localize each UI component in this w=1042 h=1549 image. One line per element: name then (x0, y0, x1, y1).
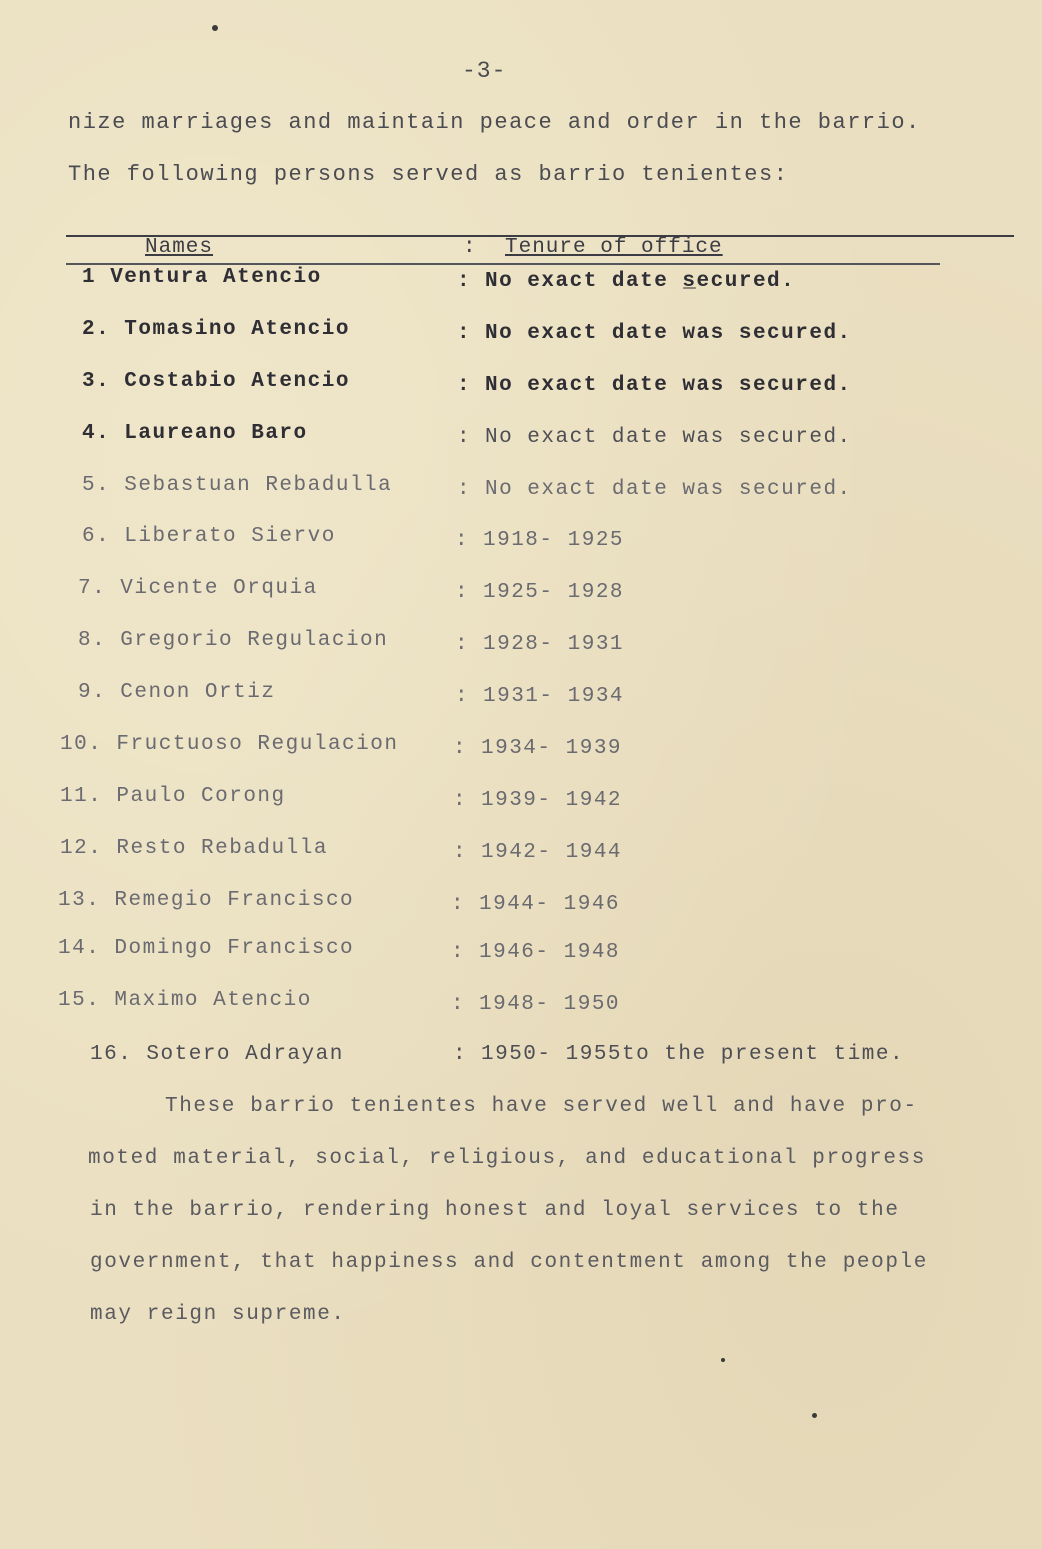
intro-line-1: nize marriages and maintain peace and order in the barrio. (68, 110, 921, 135)
closing-line-3: in the barrio, rendering honest and loyal services to the (90, 1199, 900, 1222)
ink-speck (212, 25, 218, 31)
row-tenure: 1939- 1942 (481, 789, 623, 812)
row-colon: : (455, 529, 470, 552)
table-header-tenure: Tenure of office (505, 236, 723, 259)
table-header-names: Names (145, 236, 214, 259)
row-colon: : (457, 270, 472, 293)
intro-line-2: The following persons served as barrio tenientes: (68, 162, 789, 187)
row-colon: : (453, 789, 468, 812)
row-name: 16. Sotero Adrayan (90, 1043, 344, 1066)
row-tenure: No exact date was secured. (485, 426, 852, 449)
row-tenure: 1944- 1946 (479, 893, 621, 916)
row-tenure: 1928- 1931 (483, 633, 625, 656)
row-name: 14. Domingo Francisco (58, 937, 355, 960)
row-colon: : (451, 893, 466, 916)
row-name: 11. Paulo Corong (60, 785, 286, 808)
row-name: 2. Tomasino Atencio (82, 318, 350, 341)
table-header-separator: : (463, 236, 476, 259)
closing-line-2: moted material, social, religious, and educational progress (88, 1147, 926, 1170)
row-colon: : (451, 993, 466, 1016)
page-number: -3- (462, 58, 507, 84)
row-name: 4. Laureano Baro (82, 422, 308, 445)
row-name: 13. Remegio Francisco (58, 889, 355, 912)
row-colon: : (455, 633, 470, 656)
row-colon: : (453, 737, 468, 760)
row-name: 12. Resto Rebadulla (60, 837, 328, 860)
row-name: 8. Gregorio Regulacion (78, 629, 389, 652)
row-colon: : (455, 685, 470, 708)
row-colon: : (455, 581, 470, 604)
row-colon: : (453, 841, 468, 864)
row-name: 15. Maximo Atencio (58, 989, 312, 1012)
row-name: 5. Sebastuan Rebadulla (82, 474, 393, 497)
ink-speck (721, 1358, 725, 1362)
table-header-underline (66, 263, 940, 265)
row-tenure: 1931- 1934 (483, 685, 625, 708)
row-tenure: 1934- 1939 (481, 737, 623, 760)
row-tenure: No exact date was secured. (485, 322, 852, 345)
row-name: 9. Cenon Ortiz (78, 681, 276, 704)
closing-line-4: government, that happiness and contentment among the people (90, 1251, 928, 1274)
row-name: 7. Vicente Orquia (78, 577, 318, 600)
row-name: 1 Ventura Atencio (82, 266, 322, 289)
row-colon: : (451, 941, 466, 964)
row-colon: : (457, 374, 472, 397)
ink-speck (812, 1413, 817, 1418)
closing-line-5: may reign supreme. (90, 1303, 346, 1326)
row-name: 6. Liberato Siervo (82, 525, 336, 548)
closing-line-1: These barrio tenientes have served well and have pro- (165, 1095, 918, 1118)
row-colon: : (457, 478, 472, 501)
row-tenure: No exact date s̲ecured. (485, 270, 796, 293)
row-name: 10. Fructuoso Regulacion (60, 733, 399, 756)
row-tenure: No exact date was secured. (485, 478, 852, 501)
row-tenure: 1946- 1948 (479, 941, 621, 964)
row-tenure: 1925- 1928 (483, 581, 625, 604)
row-tenure: 1942- 1944 (481, 841, 623, 864)
row-tenure: 1948- 1950 (479, 993, 621, 1016)
row-colon: : (457, 426, 472, 449)
row-tenure: No exact date was secured. (485, 374, 852, 397)
row-tenure: 1918- 1925 (483, 529, 625, 552)
row-colon: : (453, 1043, 468, 1066)
row-name: 3. Costabio Atencio (82, 370, 350, 393)
row-colon: : (457, 322, 472, 345)
row-tenure: 1950- 1955to the present time. (481, 1043, 905, 1066)
